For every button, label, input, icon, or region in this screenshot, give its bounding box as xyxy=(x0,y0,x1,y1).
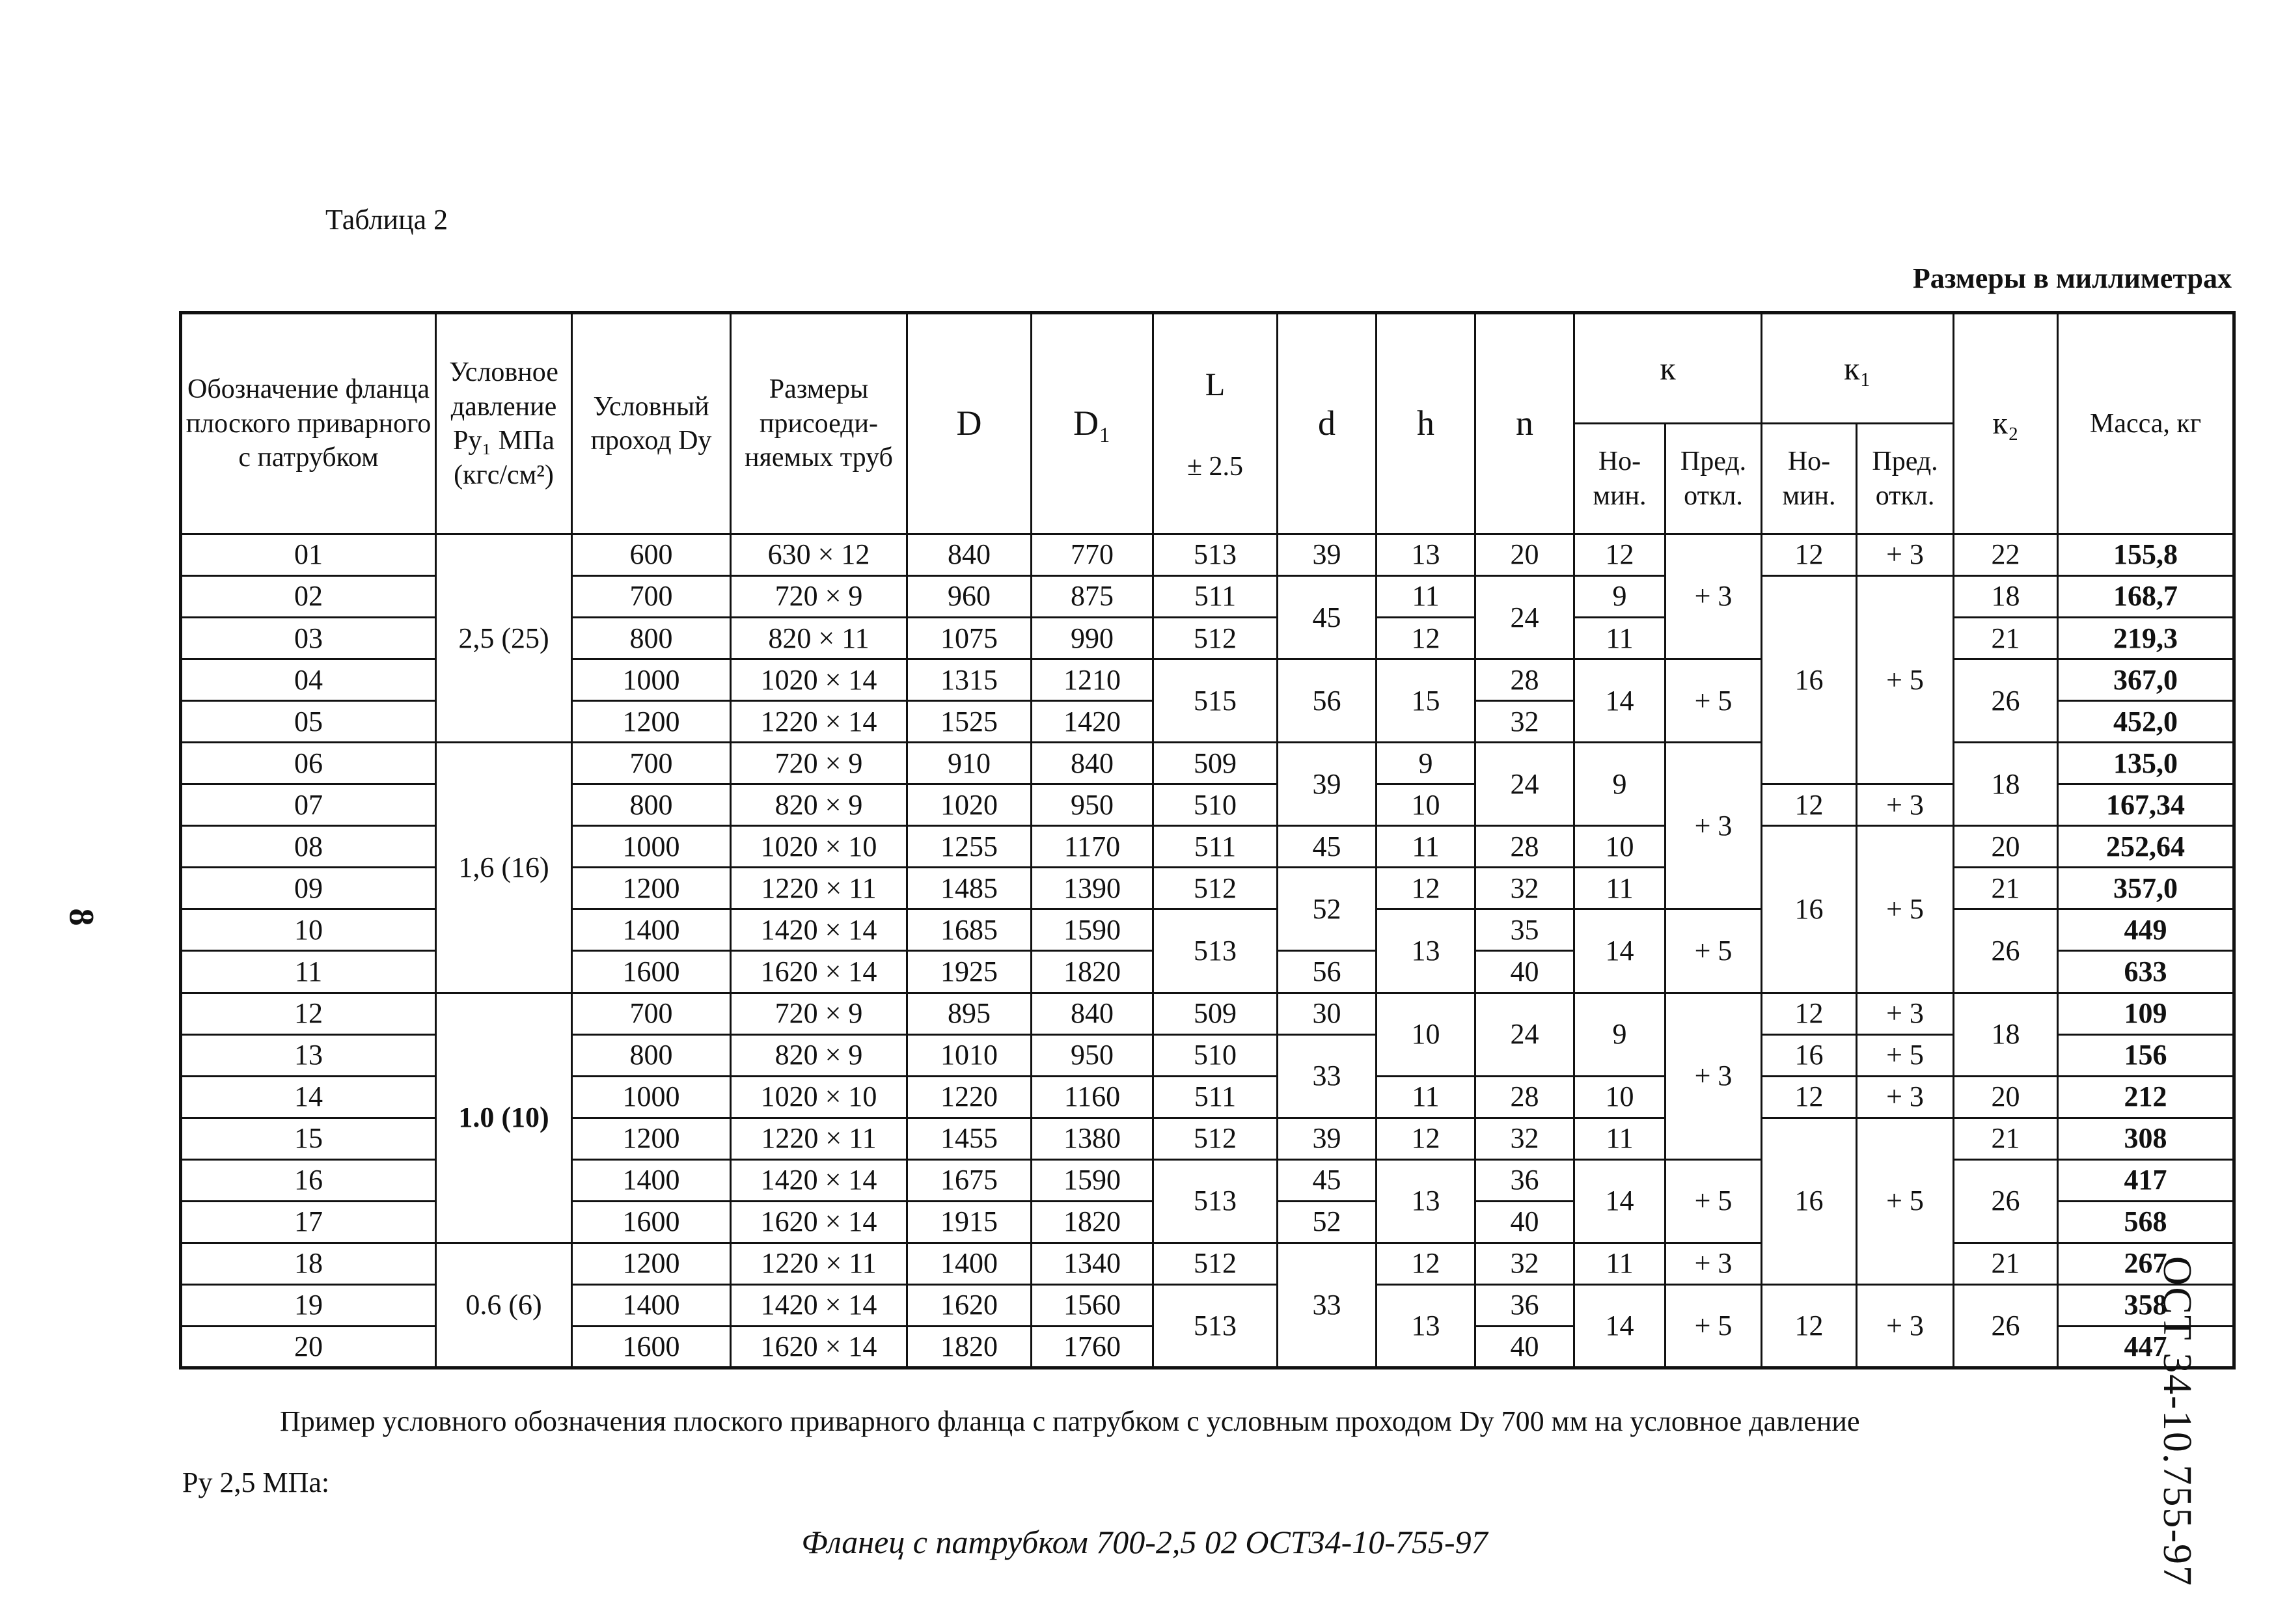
header-L-tolerance: ± 2.5 xyxy=(1186,452,1244,482)
cell-D: 1455 xyxy=(907,1118,1032,1159)
cell-mass: 109 xyxy=(2058,993,2234,1034)
cell-D1: 1590 xyxy=(1032,1159,1153,1201)
cell-D1: 840 xyxy=(1032,743,1153,784)
cell-designation: 19 xyxy=(181,1284,436,1326)
cell-n: 40 xyxy=(1475,1326,1574,1368)
cell-D1: 1380 xyxy=(1032,1118,1153,1159)
header-D: D xyxy=(907,313,1032,534)
cell-k2: 21 xyxy=(1954,618,2058,659)
cell-D: 960 xyxy=(907,576,1032,618)
cell-designation: 18 xyxy=(181,1243,436,1284)
cell-k1-deviation: + 5 xyxy=(1857,1118,1954,1284)
cell-D1: 1760 xyxy=(1032,1326,1153,1368)
cell-d: 45 xyxy=(1278,576,1377,659)
cell-D: 840 xyxy=(907,534,1032,576)
cell-mass: 357,0 xyxy=(2058,868,2234,909)
cell-pipe: 720 × 9 xyxy=(731,993,907,1034)
cell-dy: 800 xyxy=(572,1034,731,1076)
cell-h: 9 xyxy=(1377,743,1475,784)
header-mass: Масса, кг xyxy=(2058,313,2234,534)
cell-D1: 1560 xyxy=(1032,1284,1153,1326)
cell-dy: 1200 xyxy=(572,1243,731,1284)
cell-k1-deviation: + 5 xyxy=(1857,1034,1954,1076)
cell-k2: 18 xyxy=(1954,576,2058,618)
cell-D: 1315 xyxy=(907,659,1032,701)
cell-D: 1075 xyxy=(907,618,1032,659)
cell-n: 32 xyxy=(1475,1118,1574,1159)
flange-dimensions-table xyxy=(179,311,2236,1369)
cell-L: 511 xyxy=(1153,826,1278,868)
header-designation: Обозначение фланца плоского приварного с патрубком xyxy=(181,313,436,534)
cell-designation: 17 xyxy=(181,1201,436,1243)
cell-d: 52 xyxy=(1278,868,1377,951)
cell-h: 11 xyxy=(1377,1076,1475,1118)
cell-h: 13 xyxy=(1377,909,1475,993)
cell-k-deviation: + 5 xyxy=(1665,659,1762,743)
cell-designation: 06 xyxy=(181,743,436,784)
cell-D: 910 xyxy=(907,743,1032,784)
cell-D: 1485 xyxy=(907,868,1032,909)
cell-d: 39 xyxy=(1278,534,1377,576)
cell-L: 513 xyxy=(1153,534,1278,576)
cell-pipe: 1620 × 14 xyxy=(731,1326,907,1368)
cell-k-deviation: + 3 xyxy=(1665,1243,1762,1284)
cell-dy: 1200 xyxy=(572,868,731,909)
cell-pipe: 1420 × 14 xyxy=(731,1159,907,1201)
cell-d: 33 xyxy=(1278,1243,1377,1368)
cell-mass: 308 xyxy=(2058,1118,2234,1159)
cell-k: 11 xyxy=(1574,1243,1665,1284)
cell-mass: 252,64 xyxy=(2058,826,2234,868)
cell-pipe: 1420 × 14 xyxy=(731,909,907,951)
cell-k-deviation: + 5 xyxy=(1665,909,1762,993)
cell-D1: 1340 xyxy=(1032,1243,1153,1284)
cell-k1: 12 xyxy=(1762,1076,1857,1118)
cell-h: 12 xyxy=(1377,618,1475,659)
cell-designation: 03 xyxy=(181,618,436,659)
cell-k1: 12 xyxy=(1762,784,1857,826)
cell-D1: 1390 xyxy=(1032,868,1153,909)
cell-k: 9 xyxy=(1574,993,1665,1076)
cell-k: 11 xyxy=(1574,1118,1665,1159)
cell-d: 45 xyxy=(1278,1159,1377,1201)
cell-designation: 16 xyxy=(181,1159,436,1201)
cell-dy: 800 xyxy=(572,618,731,659)
cell-k2: 26 xyxy=(1954,1159,2058,1243)
flange-dimensions-table-wrapper xyxy=(179,311,2232,1369)
cell-D1: 840 xyxy=(1032,993,1153,1034)
cell-k2: 26 xyxy=(1954,659,2058,743)
cell-dy: 700 xyxy=(572,993,731,1034)
cell-n: 24 xyxy=(1475,576,1574,659)
header-L-label: L xyxy=(1205,365,1226,402)
cell-k2: 21 xyxy=(1954,868,2058,909)
cell-D: 895 xyxy=(907,993,1032,1034)
cell-k-deviation: + 3 xyxy=(1665,534,1762,659)
cell-k1-deviation: + 5 xyxy=(1857,826,1954,993)
cell-mass: 267 xyxy=(2058,1243,2234,1284)
cell-D: 1255 xyxy=(907,826,1032,868)
page-number: 8 xyxy=(62,908,102,926)
cell-mass: 358 xyxy=(2058,1284,2234,1326)
cell-k2: 21 xyxy=(1954,1118,2058,1159)
cell-designation: 02 xyxy=(181,576,436,618)
table-caption: Таблица 2 xyxy=(325,204,448,236)
cell-mass: 135,0 xyxy=(2058,743,2234,784)
cell-k: 14 xyxy=(1574,909,1665,993)
cell-designation: 09 xyxy=(181,868,436,909)
cell-mass: 156 xyxy=(2058,1034,2234,1076)
cell-h: 13 xyxy=(1377,1284,1475,1368)
cell-D: 1820 xyxy=(907,1326,1032,1368)
side-document-code: ОСТ 34-10.755-97 xyxy=(2155,1256,2199,1588)
cell-mass: 447 xyxy=(2058,1326,2234,1368)
cell-pressure: 1,6 (16) xyxy=(436,743,572,993)
cell-n: 20 xyxy=(1475,534,1574,576)
header-d: d xyxy=(1278,313,1377,534)
cell-pressure: 0.6 (6) xyxy=(436,1243,572,1368)
header-pressure: Условное давление Py₁ МПа (кгс/см²) xyxy=(436,313,572,534)
cell-d: 39 xyxy=(1278,743,1377,826)
cell-k-deviation: + 5 xyxy=(1665,1284,1762,1368)
cell-dy: 1600 xyxy=(572,1201,731,1243)
cell-L: 512 xyxy=(1153,618,1278,659)
cell-k: 14 xyxy=(1574,1159,1665,1243)
cell-k1: 12 xyxy=(1762,993,1857,1034)
cell-mass: 219,3 xyxy=(2058,618,2234,659)
header-pipe-sizes: Размеры присоеди-няемых труб xyxy=(731,313,907,534)
cell-d: 52 xyxy=(1278,1201,1377,1243)
cell-k1-deviation: + 3 xyxy=(1857,534,1954,576)
cell-pipe: 1020 × 10 xyxy=(731,826,907,868)
cell-D1: 770 xyxy=(1032,534,1153,576)
cell-h: 11 xyxy=(1377,826,1475,868)
cell-L: 513 xyxy=(1153,1284,1278,1368)
cell-n: 40 xyxy=(1475,1201,1574,1243)
cell-k: 11 xyxy=(1574,618,1665,659)
cell-h: 15 xyxy=(1377,659,1475,743)
cell-d: 56 xyxy=(1278,659,1377,743)
header-k: к xyxy=(1574,313,1762,424)
cell-L: 515 xyxy=(1153,659,1278,743)
cell-designation: 10 xyxy=(181,909,436,951)
cell-dy: 1600 xyxy=(572,1326,731,1368)
cell-designation: 01 xyxy=(181,534,436,576)
header-nominal-bore: Условный проход Dy xyxy=(572,313,731,534)
cell-L: 512 xyxy=(1153,1118,1278,1159)
cell-pipe: 1020 × 14 xyxy=(731,659,907,701)
cell-D: 1010 xyxy=(907,1034,1032,1076)
cell-pipe: 1220 × 14 xyxy=(731,701,907,743)
table-row xyxy=(181,993,2234,1034)
cell-k: 9 xyxy=(1574,576,1665,618)
cell-D1: 1820 xyxy=(1032,1201,1153,1243)
header-k1-nominal: Но-мин. xyxy=(1762,424,1857,534)
cell-k2: 20 xyxy=(1954,826,2058,868)
units-note: Размеры в миллиметрах xyxy=(1912,262,2232,294)
cell-dy: 1000 xyxy=(572,1076,731,1118)
cell-k-deviation: + 3 xyxy=(1665,743,1762,909)
cell-D1: 950 xyxy=(1032,784,1153,826)
cell-k: 10 xyxy=(1574,1076,1665,1118)
header-k1-deviation: Пред. откл. xyxy=(1857,424,1954,534)
cell-dy: 800 xyxy=(572,784,731,826)
cell-D1: 875 xyxy=(1032,576,1153,618)
header-L xyxy=(1153,313,1278,534)
cell-d: 39 xyxy=(1278,1118,1377,1159)
header-k2: к₂ xyxy=(1954,313,2058,534)
header-k-nominal: Но-мин. xyxy=(1574,424,1665,534)
cell-pipe: 820 × 11 xyxy=(731,618,907,659)
example-description: Пример условного обозначения плоского приварного фланца с патрубком с условным проходом Dy 700 мм на условное давление xyxy=(280,1405,1860,1437)
cell-h: 12 xyxy=(1377,868,1475,909)
cell-k: 11 xyxy=(1574,868,1665,909)
cell-h: 13 xyxy=(1377,534,1475,576)
cell-k2: 18 xyxy=(1954,993,2058,1076)
header-k1: к₁ xyxy=(1762,313,1954,424)
cell-k1-deviation: + 5 xyxy=(1857,576,1954,784)
cell-dy: 700 xyxy=(572,743,731,784)
cell-L: 513 xyxy=(1153,909,1278,993)
header-k-deviation: Пред. откл. xyxy=(1665,424,1762,534)
cell-k2: 26 xyxy=(1954,909,2058,993)
cell-d: 45 xyxy=(1278,826,1377,868)
cell-d: 30 xyxy=(1278,993,1377,1034)
cell-D1: 1420 xyxy=(1032,701,1153,743)
example-description-line2: Py 2,5 МПа: xyxy=(182,1466,330,1498)
cell-D1: 1160 xyxy=(1032,1076,1153,1118)
cell-dy: 1200 xyxy=(572,701,731,743)
cell-mass: 212 xyxy=(2058,1076,2234,1118)
cell-dy: 1400 xyxy=(572,909,731,951)
cell-D: 1525 xyxy=(907,701,1032,743)
cell-k-deviation: + 5 xyxy=(1665,1159,1762,1243)
cell-k2: 22 xyxy=(1954,534,2058,576)
cell-pipe: 720 × 9 xyxy=(731,743,907,784)
cell-k: 14 xyxy=(1574,1284,1665,1368)
cell-pipe: 1020 × 10 xyxy=(731,1076,907,1118)
cell-dy: 1400 xyxy=(572,1284,731,1326)
cell-mass: 452,0 xyxy=(2058,701,2234,743)
cell-k1: 16 xyxy=(1762,576,1857,784)
cell-n: 28 xyxy=(1475,659,1574,701)
header-n: n xyxy=(1475,313,1574,534)
cell-L: 512 xyxy=(1153,1243,1278,1284)
cell-n: 32 xyxy=(1475,1243,1574,1284)
example-designation: Фланец с патрубком 700-2,5 02 ОСТ34-10-755-97 xyxy=(801,1524,1488,1560)
cell-d: 33 xyxy=(1278,1034,1377,1118)
cell-k1-deviation: + 3 xyxy=(1857,993,1954,1034)
cell-D: 1685 xyxy=(907,909,1032,951)
cell-mass: 168,7 xyxy=(2058,576,2234,618)
cell-designation: 12 xyxy=(181,993,436,1034)
header-h: h xyxy=(1377,313,1475,534)
cell-k: 10 xyxy=(1574,826,1665,868)
cell-mass: 449 xyxy=(2058,909,2234,951)
cell-mass: 568 xyxy=(2058,1201,2234,1243)
cell-pressure: 1.0 (10) xyxy=(436,993,572,1243)
cell-k2: 20 xyxy=(1954,1076,2058,1118)
cell-mass: 633 xyxy=(2058,951,2234,993)
cell-h: 12 xyxy=(1377,1243,1475,1284)
cell-dy: 1000 xyxy=(572,659,731,701)
cell-D: 1675 xyxy=(907,1159,1032,1201)
cell-L: 511 xyxy=(1153,1076,1278,1118)
cell-designation: 20 xyxy=(181,1326,436,1368)
cell-mass: 367,0 xyxy=(2058,659,2234,701)
cell-k: 14 xyxy=(1574,659,1665,743)
cell-D: 1400 xyxy=(907,1243,1032,1284)
cell-D: 1020 xyxy=(907,784,1032,826)
cell-k1-deviation: + 3 xyxy=(1857,1284,1954,1368)
cell-D1: 1170 xyxy=(1032,826,1153,868)
cell-n: 32 xyxy=(1475,868,1574,909)
cell-h: 13 xyxy=(1377,1159,1475,1243)
table-row xyxy=(181,534,2234,576)
cell-designation: 11 xyxy=(181,951,436,993)
cell-k-deviation: + 3 xyxy=(1665,993,1762,1159)
cell-n: 36 xyxy=(1475,1159,1574,1201)
cell-h: 12 xyxy=(1377,1118,1475,1159)
cell-n: 36 xyxy=(1475,1284,1574,1326)
cell-h: 10 xyxy=(1377,784,1475,826)
cell-k1: 16 xyxy=(1762,826,1857,993)
cell-dy: 600 xyxy=(572,534,731,576)
cell-L: 513 xyxy=(1153,1159,1278,1243)
cell-dy: 1600 xyxy=(572,951,731,993)
cell-k1-deviation: + 3 xyxy=(1857,1076,1954,1118)
cell-L: 510 xyxy=(1153,784,1278,826)
cell-dy: 1000 xyxy=(572,826,731,868)
cell-mass: 155,8 xyxy=(2058,534,2234,576)
cell-h: 10 xyxy=(1377,993,1475,1076)
cell-L: 509 xyxy=(1153,743,1278,784)
cell-D: 1925 xyxy=(907,951,1032,993)
cell-L: 512 xyxy=(1153,868,1278,909)
cell-n: 32 xyxy=(1475,701,1574,743)
cell-D1: 1210 xyxy=(1032,659,1153,701)
cell-n: 40 xyxy=(1475,951,1574,993)
cell-k1: 12 xyxy=(1762,1284,1857,1368)
cell-D1: 990 xyxy=(1032,618,1153,659)
cell-n: 28 xyxy=(1475,1076,1574,1118)
cell-dy: 1400 xyxy=(572,1159,731,1201)
cell-pipe: 820 × 9 xyxy=(731,784,907,826)
cell-n: 24 xyxy=(1475,993,1574,1076)
cell-L: 510 xyxy=(1153,1034,1278,1076)
cell-pipe: 1220 × 11 xyxy=(731,1243,907,1284)
cell-pipe: 820 × 9 xyxy=(731,1034,907,1076)
cell-pipe: 630 × 12 xyxy=(731,534,907,576)
cell-designation: 14 xyxy=(181,1076,436,1118)
cell-designation: 05 xyxy=(181,701,436,743)
cell-k: 9 xyxy=(1574,743,1665,826)
cell-pipe: 720 × 9 xyxy=(731,576,907,618)
cell-designation: 13 xyxy=(181,1034,436,1076)
cell-D: 1220 xyxy=(907,1076,1032,1118)
cell-pipe: 1620 × 14 xyxy=(731,951,907,993)
cell-D1: 1590 xyxy=(1032,909,1153,951)
cell-designation: 07 xyxy=(181,784,436,826)
cell-k2: 18 xyxy=(1954,743,2058,826)
cell-k: 12 xyxy=(1574,534,1665,576)
cell-n: 35 xyxy=(1475,909,1574,951)
cell-D1: 950 xyxy=(1032,1034,1153,1076)
cell-d: 56 xyxy=(1278,951,1377,993)
cell-designation: 04 xyxy=(181,659,436,701)
cell-L: 509 xyxy=(1153,993,1278,1034)
cell-dy: 1200 xyxy=(572,1118,731,1159)
cell-pipe: 1620 × 14 xyxy=(731,1201,907,1243)
cell-D: 1620 xyxy=(907,1284,1032,1326)
cell-h: 11 xyxy=(1377,576,1475,618)
cell-k1: 12 xyxy=(1762,534,1857,576)
cell-n: 24 xyxy=(1475,743,1574,826)
cell-mass: 417 xyxy=(2058,1159,2234,1201)
cell-k1: 16 xyxy=(1762,1118,1857,1284)
cell-pipe: 1220 × 11 xyxy=(731,1118,907,1159)
cell-dy: 700 xyxy=(572,576,731,618)
cell-k1: 16 xyxy=(1762,1034,1857,1076)
cell-k1-deviation: + 3 xyxy=(1857,784,1954,826)
cell-pipe: 1420 × 14 xyxy=(731,1284,907,1326)
cell-k2: 21 xyxy=(1954,1243,2058,1284)
cell-pressure: 2,5 (25) xyxy=(436,534,572,743)
cell-pipe: 1220 × 11 xyxy=(731,868,907,909)
cell-mass: 167,34 xyxy=(2058,784,2234,826)
cell-D: 1915 xyxy=(907,1201,1032,1243)
cell-designation: 15 xyxy=(181,1118,436,1159)
cell-n: 28 xyxy=(1475,826,1574,868)
cell-L: 511 xyxy=(1153,576,1278,618)
cell-k2: 26 xyxy=(1954,1284,2058,1368)
cell-designation: 08 xyxy=(181,826,436,868)
cell-D1: 1820 xyxy=(1032,951,1153,993)
header-D1: D₁ xyxy=(1032,313,1153,534)
